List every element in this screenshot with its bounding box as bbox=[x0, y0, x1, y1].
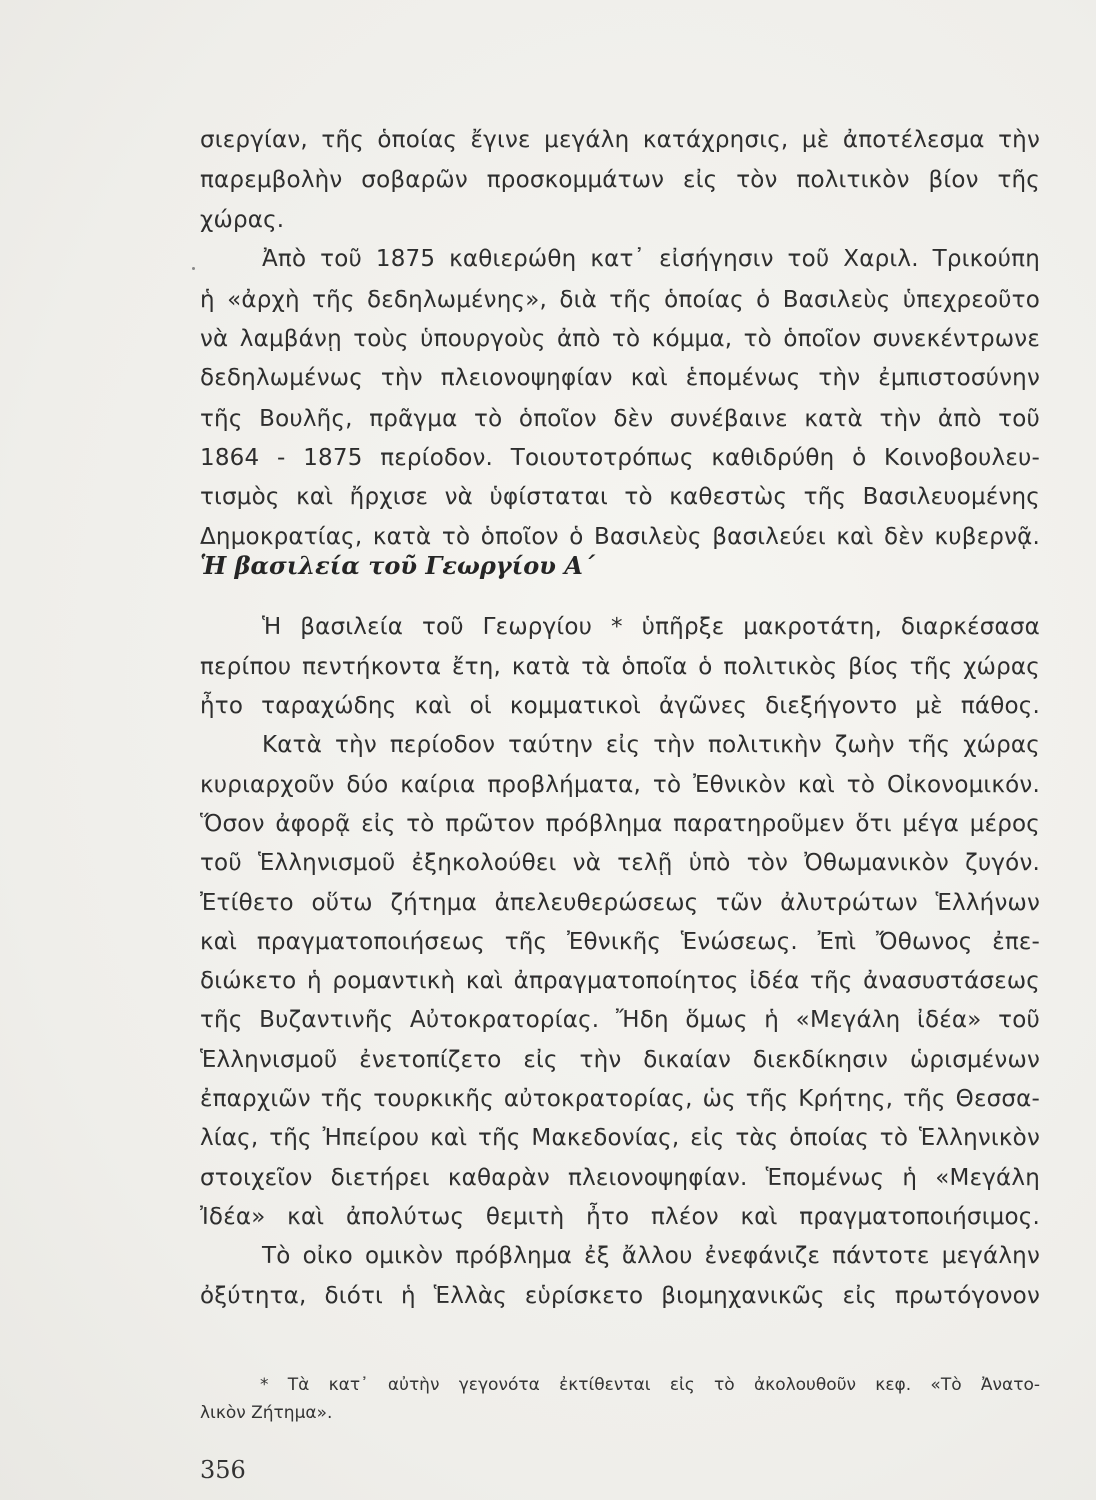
body-line: διώκετο ἡ ρομαντικὴ καὶ ἀπραγματοποίητος ἰδέα τῆς ἀνασυστάσεως bbox=[200, 968, 1040, 995]
body-line: καὶ πραγματοποιήσεως τῆς Ἐθνικῆς Ἑνώσεως. Ἐπὶ Ὄθωνος ἐπε- bbox=[200, 928, 1040, 955]
body-line: περίπου πεντήκοντα ἔτη, κατὰ τὰ ὁποῖα ὁ πολιτικὸς βίος τῆς χώρας bbox=[200, 653, 1040, 680]
body-line: Ἰδέα» καὶ ἀπολύτως θεμιτὴ ἦτο πλέον καὶ πραγματοποιήσιμος. bbox=[200, 1204, 1040, 1231]
body-line: Ἀπὸ τοῦ 1875 καθιερώθη κατ᾽ εἰσήγησιν τοῦ Χαριλ. Τρικούπη bbox=[262, 246, 1040, 273]
body-line: ὀξύτητα, διότι ἡ Ἑλλὰς εὑρίσκετο βιομηχανικῶς εἰς πρωτόγονον bbox=[200, 1282, 1040, 1309]
body-line: Τὸ οἰκο ομικὸν πρόβλημα ἐξ ἄλλου ἐνεφάνιζε πάντοτε μεγάλην bbox=[262, 1243, 1040, 1270]
body-line: τῆς Βουλῆς, πρᾶγμα τὸ ὁποῖον δὲν συνέβαινε κατὰ τὴν ἀπὸ τοῦ bbox=[200, 405, 1040, 432]
footnote-line: * Τὰ κατ᾽ αὐτὴν γεγονότα ἐκτίθενται εἰς τὸ ἀκολουθοῦν κεφ. «Τὸ Ἀνατο- bbox=[260, 1375, 1040, 1395]
body-line: κυριαρχοῦν δύο καίρια προβλήματα, τὸ Ἐθνικὸν καὶ τὸ Οἰκονομικόν. bbox=[200, 771, 1040, 798]
body-line: Ἐτίθετο οὕτω ζήτημα ἀπελευθερώσεως τῶν ἀλυτρώτων Ἑλλήνων bbox=[200, 889, 1040, 916]
body-line: ἐπαρχιῶν τῆς τουρκικῆς αὐτοκρατορίας, ὡς τῆς Κρήτης, τῆς Θεσσα- bbox=[200, 1086, 1040, 1113]
body-line: τισμὸς καὶ ἤρχισε νὰ ὑφίσταται τὸ καθεστὼς τῆς Βασιλευομένης bbox=[200, 484, 1040, 511]
body-line: 1864 - 1875 περίοδον. Τοιουτοτρόπως καθιδρύθη ὁ Κοινοβουλευ- bbox=[200, 444, 1040, 471]
margin-dot bbox=[192, 267, 195, 270]
body-line: παρεμβολὴν σοβαρῶν προσκομμάτων εἰς τὸν πολιτικὸν βίον τῆς bbox=[200, 166, 1040, 193]
body-line: Δημοκρατίας, κατὰ τὸ ὁποῖον ὁ Βασιλεὺς βασιλεύει καὶ δὲν κυβερνᾷ. bbox=[200, 523, 1040, 550]
body-line: χώρας. bbox=[200, 207, 285, 234]
body-line: νὰ λαμβάνῃ τοὺς ὑπουργοὺς ἀπὸ τὸ κόμμα, τὸ ὁποῖον συνεκέντρωνε bbox=[200, 326, 1040, 353]
body-line: δεδηλωμένως τὴν πλειονοψηφίαν καὶ ἑπομένως τὴν ἐμπιστοσύνην bbox=[200, 365, 1040, 392]
body-line: Ὅσον ἀφορᾷ εἰς τὸ πρῶτον πρόβλημα παρατηροῦμεν ὅτι μέγα μέρος bbox=[200, 810, 1040, 837]
body-line: λίας, τῆς Ἠπείρου καὶ τῆς Μακεδονίας, εἰς τὰς ὁποίας τὸ Ἑλληνικὸν bbox=[200, 1125, 1040, 1152]
body-line: Ἑλληνισμοῦ ἐνετοπίζετο εἰς τὴν δικαίαν διεκδίκησιν ὡρισμένων bbox=[200, 1046, 1040, 1073]
body-line: τοῦ Ἑλληνισμοῦ ἐξηκολούθει νὰ τελῇ ὑπὸ τὸν Ὀθωμανικὸν ζυγόν. bbox=[200, 850, 1040, 877]
body-line: στοιχεῖον διετήρει καθαρὰν πλειονοψηφίαν. Ἑπομένως ἡ «Μεγάλη bbox=[200, 1164, 1040, 1191]
footnote-line: λικὸν Ζήτημα». bbox=[200, 1403, 333, 1423]
body-line: τῆς Βυζαντινῆς Αὐτοκρατορίας. Ἤδη ὅμως ἡ «Μεγάλη ἰδέα» τοῦ bbox=[200, 1007, 1040, 1034]
page-number: 356 bbox=[200, 1456, 246, 1484]
body-line: Κατὰ τὴν περίοδον ταύτην εἰς τὴν πολιτικὴν ζωὴν τῆς χώρας bbox=[262, 732, 1040, 759]
body-line: ἦτο ταραχώδης καὶ οἱ κομματικοὶ ἀγῶνες διεξήγοντο μὲ πάθος. bbox=[200, 692, 1040, 719]
body-line: ἡ «ἀρχὴ τῆς δεδηλωμένης», διὰ τῆς ὁποίας ὁ Βασιλεὺς ὑπεχρεοῦτο bbox=[200, 286, 1040, 313]
body-line: Ἡ βασιλεία τοῦ Γεωργίου * ὑπῆρξε μακροτάτη, διαρκέσασα bbox=[262, 614, 1040, 641]
body-line: σιεργίαν, τῆς ὁποίας ἔγινε μεγάλη κατάχρησις, μὲ ἀποτέλεσμα τὴν bbox=[200, 126, 1040, 153]
section-heading: Ἡ βασιλεία τοῦ Γεωργίου Α´ bbox=[200, 550, 595, 580]
